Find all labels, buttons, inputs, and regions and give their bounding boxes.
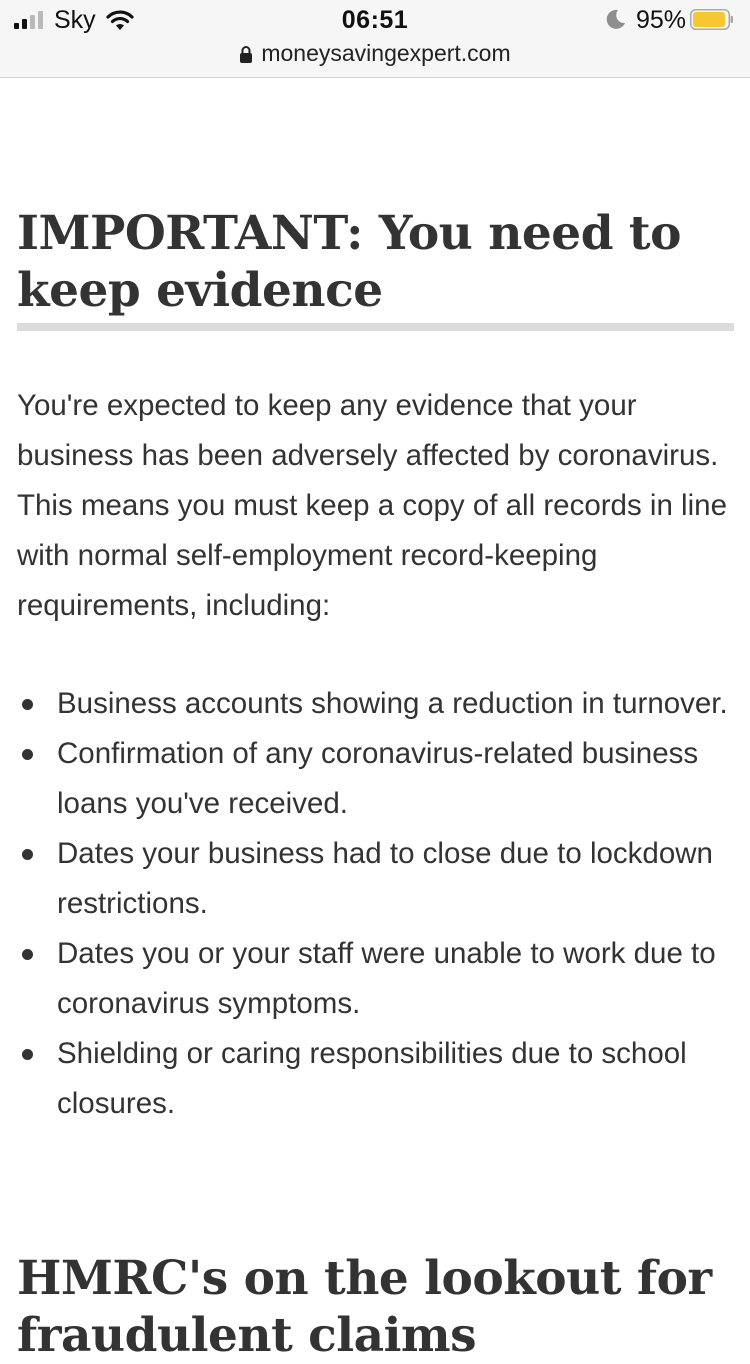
- heading-divider: [17, 323, 734, 331]
- bullet-icon: [22, 1049, 33, 1060]
- lock-icon: [239, 45, 253, 63]
- article-content: [17, 205, 734, 1129]
- list-item-text: Confirmation of any coronavirus-related business loans you've received.: [57, 737, 699, 820]
- list-item: [17, 829, 734, 929]
- evidence-paragraph: You're expected to keep any evidence that your business has been adversely affected by coronavirus. This means you must keep a copy of all records in line with normal self-employment record-keeping requirements, including:: [17, 389, 727, 622]
- section-heading-fraud: HMRC's on the lookout for fraudulent claims: [17, 1251, 712, 1363]
- bullet-icon: [22, 849, 33, 860]
- bullet-icon: [22, 949, 33, 960]
- moon-icon: [605, 8, 627, 30]
- status-bar: [0, 0, 750, 78]
- section-heading-fraud-wrapper: [17, 1250, 734, 1364]
- bullet-icon: [22, 699, 33, 710]
- section-heading-evidence: IMPORTANT: You need to keep evidence: [17, 206, 681, 318]
- list-item-text: Shielding or caring responsibilities due to school closures.: [57, 1037, 687, 1120]
- list-item: [17, 929, 734, 1029]
- list-item: [17, 729, 734, 829]
- clock: 06:51: [341, 6, 409, 34]
- battery-percentage: 95%: [636, 6, 687, 34]
- carrier-name: Sky: [54, 6, 96, 34]
- list-item: [17, 679, 734, 729]
- bullet-icon: [22, 749, 33, 760]
- url-text: moneysavingexpert.com: [261, 40, 511, 66]
- list-item-text: Business accounts showing a reduction in turnover.: [57, 687, 728, 720]
- list-item-text: Dates your business had to close due to lockdown restrictions.: [57, 837, 713, 920]
- evidence-list: [17, 679, 734, 1129]
- list-item-text: Dates you or your staff were unable to work due to coronavirus symptoms.: [57, 937, 716, 1020]
- address-bar[interactable]: [0, 40, 750, 67]
- battery-icon: [690, 9, 734, 30]
- list-item: [17, 1029, 734, 1129]
